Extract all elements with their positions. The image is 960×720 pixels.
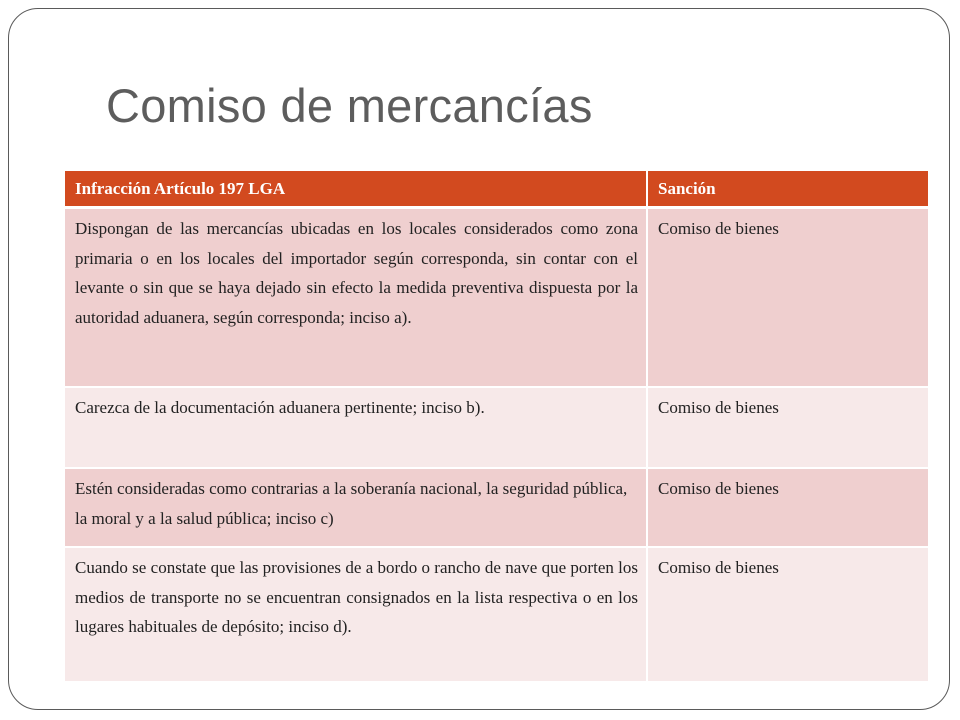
table-row bbox=[65, 208, 928, 388]
table-row bbox=[65, 547, 928, 682]
slide-title: Comiso de mercancías bbox=[106, 79, 593, 132]
table-row bbox=[65, 387, 928, 468]
infraccion-cell: Carezca de la documentación aduanera pertinente; inciso b). bbox=[65, 387, 647, 468]
sancion-cell: Comiso de bienes bbox=[647, 208, 928, 388]
table-header-row bbox=[65, 171, 928, 208]
infraccion-cell: Dispongan de las mercancías ubicadas en los locales considerados como zona primaria o en los locales del importador según corresponda, sin contar con el levante o sin que se haya dejado sin efecto la medida preventiva dispuesta por la autoridad aduanera, según corresponda; inciso a). bbox=[65, 208, 647, 388]
sanctions-table bbox=[65, 171, 928, 683]
header-infraccion: Infracción Artículo 197 LGA bbox=[65, 171, 647, 208]
table-row bbox=[65, 468, 928, 547]
header-sancion: Sanción bbox=[647, 171, 928, 208]
infraccion-cell: Estén consideradas como contrarias a la soberanía nacional, la seguridad pública, la moral y a la salud pública; inciso c) bbox=[65, 468, 647, 547]
sancion-cell: Comiso de bienes bbox=[647, 468, 928, 547]
infraccion-cell: Cuando se constate que las provisiones de a bordo o rancho de nave que porten los medios de transporte no se encuentran consignados en la lista respectiva o en los lugares habituales de depósito; inciso d). bbox=[65, 547, 647, 682]
sancion-cell: Comiso de bienes bbox=[647, 387, 928, 468]
sancion-cell: Comiso de bienes bbox=[647, 547, 928, 682]
